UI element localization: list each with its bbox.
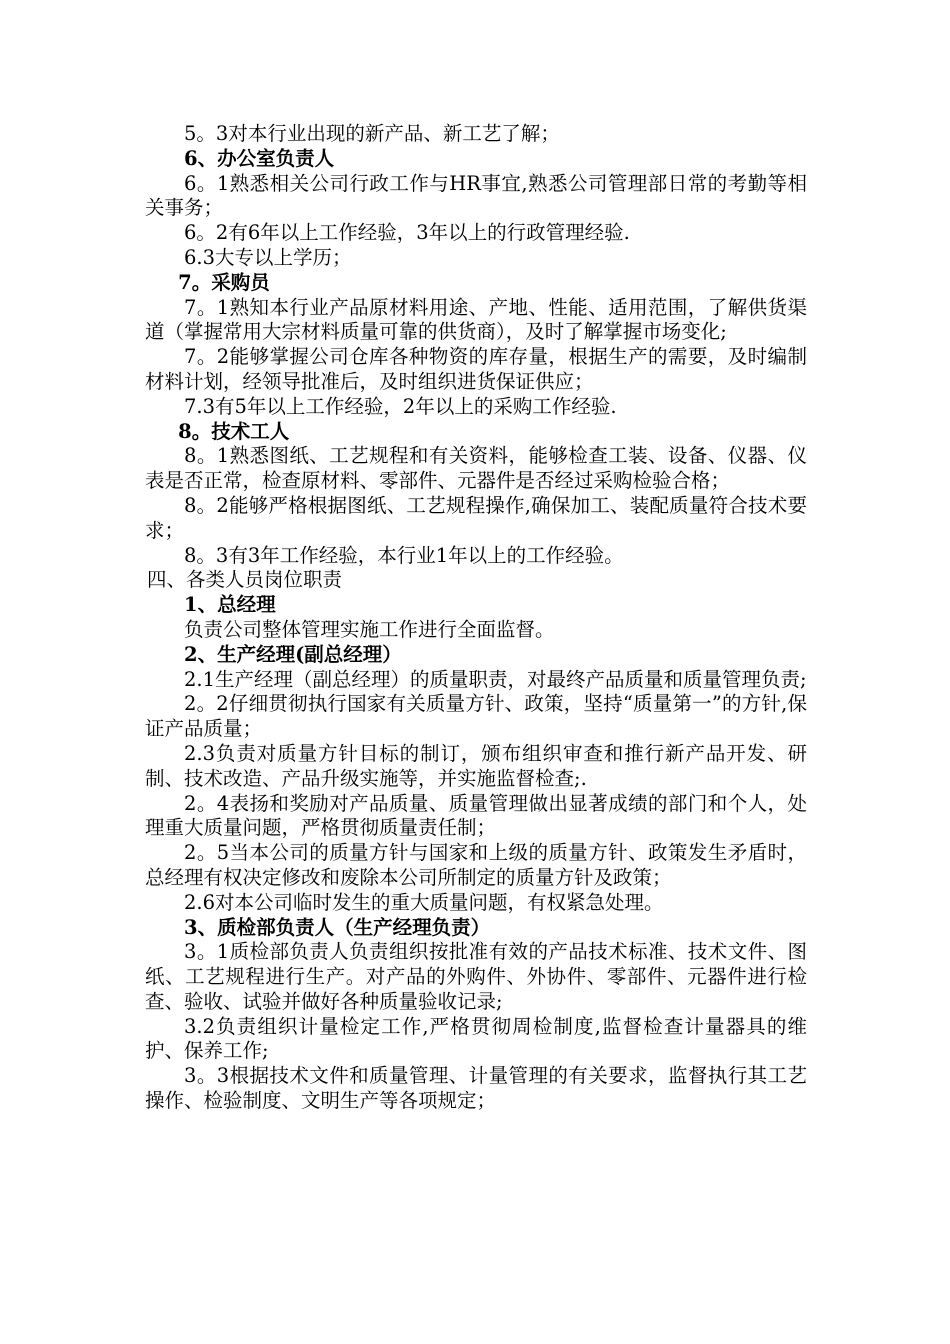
section-heading: 8。技术工人: [178, 419, 290, 443]
paragraph: 8。1熟悉图纸、工艺规程和有关资料，能够检查工装、设备、仪器、仪表是否正常，检查原材料、零部件、元器件是否经过采购检验合格；: [145, 444, 807, 493]
list-item: 5。3对本行业出现的新产品、新工艺了解；: [184, 122, 560, 145]
paragraph: 7。2能够掌握公司仓库各种物资的库存量，根据生产的需要，及时编制材料计划，经领导批准后，及时组织进货保证供应；: [145, 345, 807, 393]
list-item: 2.6对本公司临时发生的重大质量问题，有权紧急处理。: [184, 890, 664, 914]
document-page: [145, 122, 807, 1114]
paragraph: 3。3根据技术文件和质量管理、计量管理的有关要求，监督执行其工艺操作、检验制度、文明生产等各项规定；: [145, 1064, 807, 1113]
list-item: 6.3大专以上学历；: [184, 245, 352, 269]
chapter-heading: 四、各类人员岗位职责: [146, 568, 342, 592]
list-item: 8。3有3年工作经验，本行业1年以上的工作经验。: [184, 543, 624, 567]
section-heading: 3、质检部负责人（生产经理负责）: [184, 915, 491, 939]
paragraph: 8。2能够严格根据图纸、工艺规程操作,确保加工、装配质量符合技术要求；: [145, 493, 807, 542]
section-heading: 7。采购员: [178, 270, 270, 294]
paragraph: 7。1熟知本行业产品原材料用途、产地、性能、适用范围，了解供货渠道（掌握常用大宗材料质量可靠的供货商），及时了解掌握市场变化;: [145, 295, 807, 344]
paragraph: 2。4表扬和奖励对产品质量、质量管理做出显著成绩的部门和个人，处理重大质量问题，严格贯彻质量责任制；: [145, 791, 807, 840]
paragraph: 6。1熟悉相关公司行政工作与HR事宜,熟悉公司管理部日常的考勤等相关事务；: [145, 171, 807, 220]
list-item: 7.3有5年以上工作经验，2年以上的采购工作经验.: [184, 394, 617, 418]
paragraph: 2。5当本公司的质量方针与国家和上级的质量方针、政策发生矛盾时，总经理有权决定修改和废除本公司所制定的质量方针及政策；: [145, 841, 807, 889]
paragraph: 2。2仔细贯彻执行国家有关质量方针、政策，坚持“质量第一”的方针,保证产品质量；: [145, 692, 807, 741]
paragraph: 3。1质检部负责人负责组织按批准有效的产品技术标准、技术文件、图纸、工艺规程进行生产。对产品的外购件、外协件、零部件、元器件进行检查、验收、试验并做好各种质量验收记录;: [145, 940, 807, 1013]
paragraph: 2.3负责对质量方针目标的制订，颁布组织审查和推行新产品开发、研制、技术改造、产品升级实施等，并实施监督检查;.: [145, 741, 807, 790]
section-heading: 2、生产经理(副总经理）: [184, 642, 402, 666]
list-item: 负责公司整体管理实施工作进行全面监督。: [184, 617, 555, 641]
paragraph: 2.1生产经理（副总经理）的质量职责，对最终产品质量和质量管理负责;: [184, 667, 807, 691]
section-heading: 6、办公室负责人: [184, 146, 335, 170]
section-heading: 1、总经理: [184, 593, 276, 617]
paragraph: 3.2负责组织计量检定工作,严格贯彻周检制度,监督检查计量器具的维护、保养工作;: [145, 1014, 807, 1063]
list-item: 6。2有6年以上工作经验，3年以上的行政管理经验.: [184, 221, 630, 245]
